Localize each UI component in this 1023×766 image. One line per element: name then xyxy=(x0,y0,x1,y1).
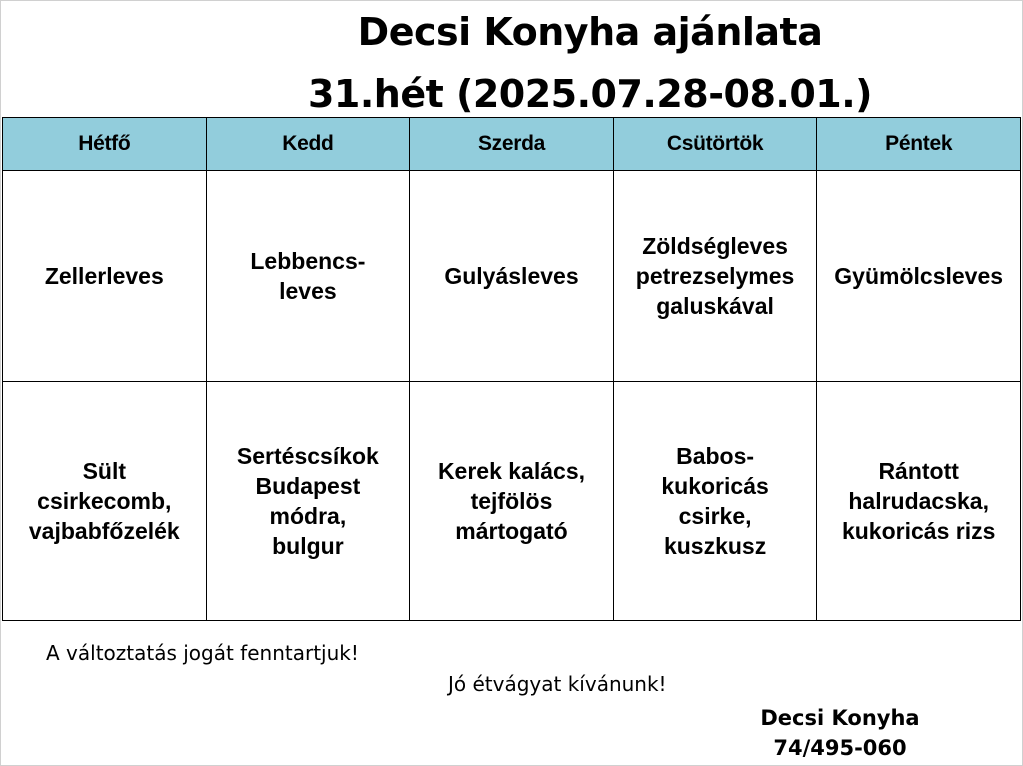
page-title: Decsi Konyha ajánlata xyxy=(357,10,823,54)
main-tuesday: Sertéscsíkok Budapest módra, bulgur xyxy=(206,382,410,621)
main-thursday: Babos- kukoricás csirke, kuszkusz xyxy=(613,382,817,621)
greeting-text: Jó étvágyat kívánunk! xyxy=(448,672,667,696)
company-name: Decsi Konyha xyxy=(760,706,920,730)
day-header-tuesday: Kedd xyxy=(206,118,410,171)
day-header-friday: Péntek xyxy=(817,118,1021,171)
soup-tuesday: Lebbencs- leves xyxy=(206,171,410,382)
soup-row xyxy=(3,171,1021,382)
soup-wednesday: Gulyásleves xyxy=(410,171,614,382)
weekly-menu-table xyxy=(2,117,1021,621)
day-header-row xyxy=(3,118,1021,171)
main-monday: Sült csirkecomb, vajbabfőzelék xyxy=(3,382,207,621)
main-friday: Rántott halrudacska, kukoricás rizs xyxy=(817,382,1021,621)
phone-number: 74/495-060 xyxy=(773,736,907,760)
main-course-row xyxy=(3,382,1021,621)
soup-thursday: Zöldségleves petrezselymes galuskával xyxy=(613,171,817,382)
soup-friday: Gyümölcsleves xyxy=(817,171,1021,382)
week-subtitle: 31.hét (2025.07.28-08.01.) xyxy=(307,72,873,116)
soup-monday: Zellerleves xyxy=(3,171,207,382)
day-header-thursday: Csütörtök xyxy=(613,118,817,171)
main-wednesday: Kerek kalács, tejfölös mártogató xyxy=(410,382,614,621)
day-header-wednesday: Szerda xyxy=(410,118,614,171)
contact-block xyxy=(740,703,940,763)
day-header-monday: Hétfő xyxy=(3,118,207,171)
disclaimer-text: A változtatás jogát fenntartjuk! xyxy=(46,641,359,665)
